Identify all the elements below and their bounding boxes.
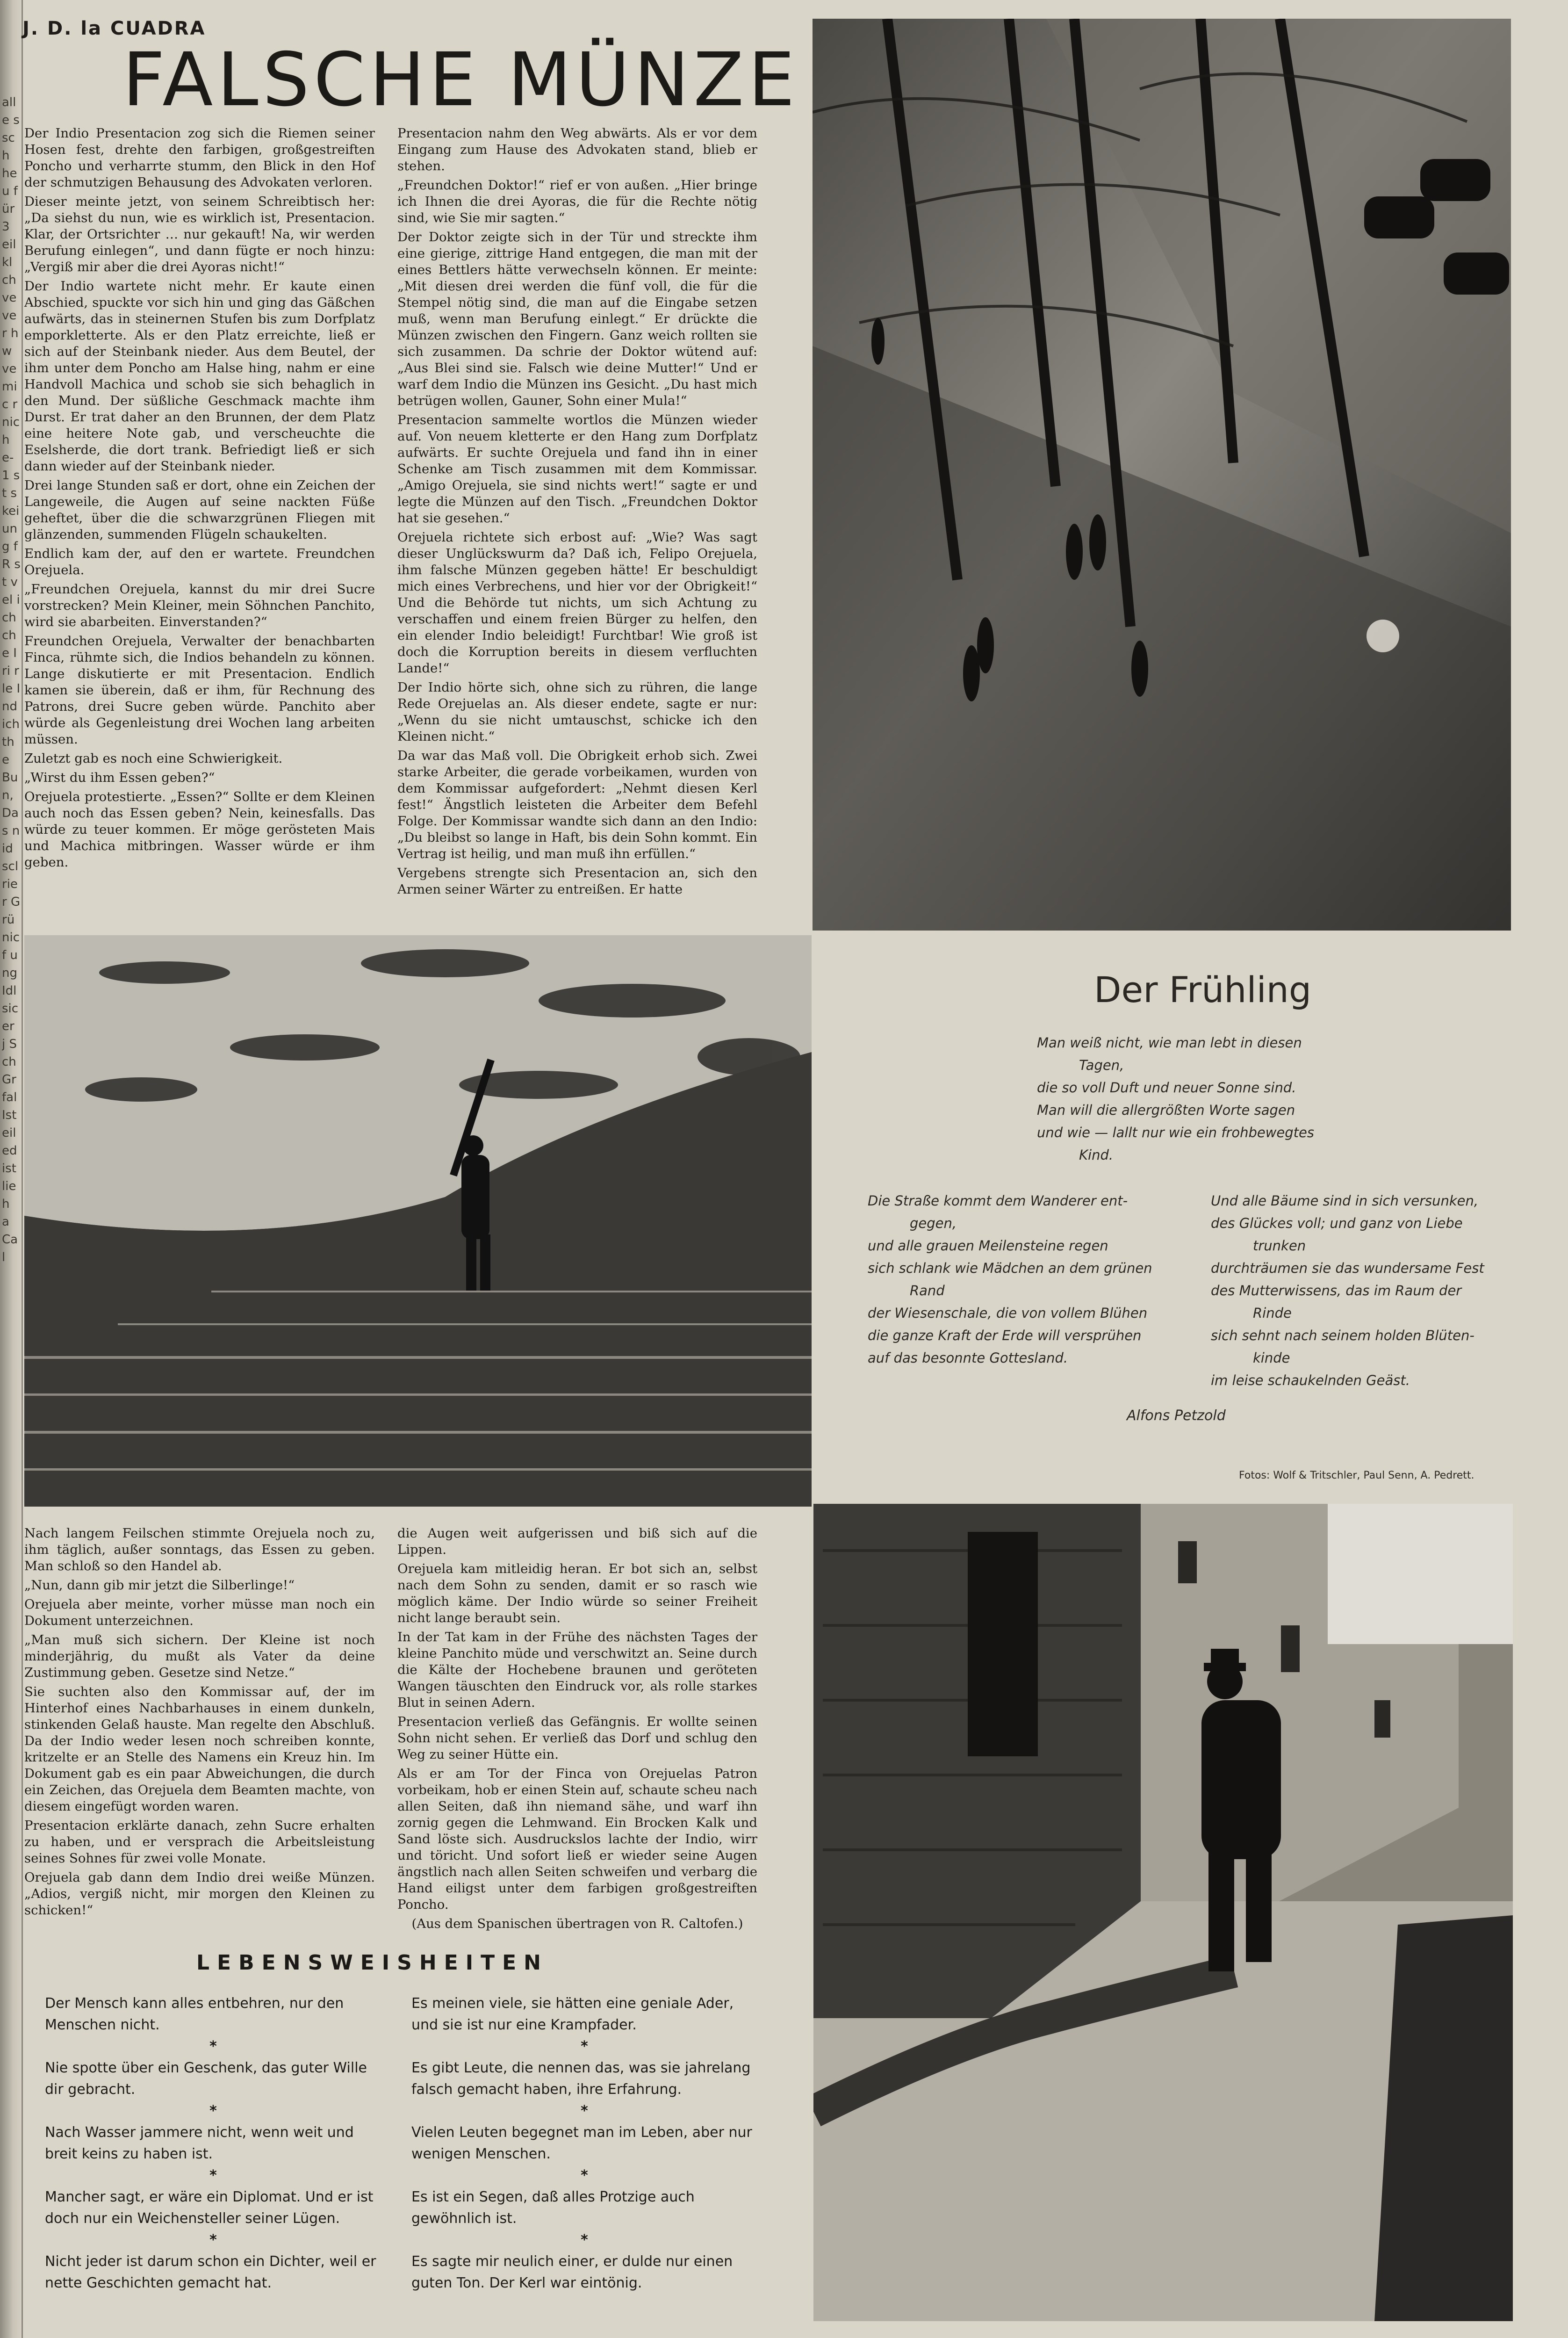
poem-line: Kind. <box>1079 1147 1114 1163</box>
poem-stanza-2-right <box>1211 1190 1519 1392</box>
story-paragraph: Presentacion verließ das Gefängnis. Er wollte seinen Sohn nicht sehen. Er verließ das Dorf und schlug den Weg zu seiner Hütte ein. <box>397 1714 757 1762</box>
poem-line: Und alle Bäume sind in sich versunken, <box>1211 1193 1479 1209</box>
saying-separator-star: * <box>209 2038 217 2055</box>
story-paragraph: Orejuela protestierte. „Essen?“ Sollte er dem Kleinen auch noch das Essen geben? Nein, keinesfalls. Das würde zu teuer kommen. Er möge gerösteten Mais und Machica mitbringen. Wasser würde er ihm geben. <box>24 789 375 870</box>
saying: Es meinen viele, sie hätten eine geniale Ader, und sie ist nur eine Krampfader. <box>411 1995 734 2033</box>
poem-line: gegen, <box>910 1215 957 1231</box>
poem-line: Die Straße kommt dem Wanderer ent- <box>868 1193 1128 1209</box>
story-paragraph: Orejuela aber meinte, vorher müsse man noch ein Dokument unterzeichnen. <box>24 1597 375 1628</box>
saying: Nicht jeder ist darum schon ein Dichter, weil er nette Geschichten gemacht hat. <box>45 2253 376 2291</box>
photo-skier-meadow <box>24 935 812 1507</box>
poem-line: Rand <box>910 1283 945 1299</box>
saying: Vielen Leuten begegnet man im Leben, aber nur wenigen Menschen. <box>411 2124 752 2162</box>
story-paragraph: Sie suchten also den Kommissar auf, der im Hinterhof eines Nachbarhauses in einem dunkeln, stinkenden Gelaß hauste. Man regelte den Abschluß. Da der Indio weder lesen noch schreiben konnte, kritzelte er an Stelle des Namens ein Kreuz hin. Im Dokument gab es ein paar Abweichungen, die durch ein Zeichen, das Orejuela dem Beamten machte, von diesem eingefügt worden waren. <box>24 1684 375 1814</box>
story-paragraph: Der Indio hörte sich, ohne sich zu rühren, die lange Rede Orejuelas an. Als dieser endete, sagte er nur: „Wenn du sie nicht umtauschst, schicke ich den Kleinen nicht.“ <box>397 680 757 744</box>
saying-separator-star: * <box>581 2103 588 2119</box>
saying: Es ist ein Segen, daß alles Protzige auch gewöhnlich ist. <box>411 2189 695 2227</box>
story-paragraph: Presentacion sammelte wortlos die Münzen wieder auf. Von neuem kletterte er den Hang zum Dorfplatz aufwärts. Er suchte Orejuela und fand ihn in einer Schenke am Tisch zusammen mit dem Kommissar. „Amigo Orejuela, sie sind nichts wert!“ sagte er und legte die Münzen auf den Tisch. „Freundchen Doktor hat sie gesehen.“ <box>397 412 757 526</box>
story-part1-column1 <box>24 125 375 920</box>
story-part1-column2 <box>397 125 757 920</box>
story-paragraph: „Freundchen Doktor!“ rief er von außen. „Hier bringe ich Ihnen die drei Ayoras, die für die Rechte nötig sind, wie Sie mir sagten.“ <box>397 178 757 225</box>
poem-stanza-2-left <box>868 1190 1195 1369</box>
poem-line: sich schlank wie Mädchen an dem grünen <box>868 1260 1152 1276</box>
saying-separator-star: * <box>209 2232 217 2248</box>
story-paragraph: „Wirst du ihm Essen geben?“ <box>24 770 215 785</box>
saying: Es gibt Leute, die nennen das, was sie jahrelang falsch gemacht haben, ihre Erfahrung. <box>411 2060 751 2098</box>
poem-stanza-1 <box>1037 1032 1364 1166</box>
story-paragraph: Als er am Tor der Finca von Orejuelas Patron vorbeikam, hob er einen Stein auf, schaute scheu nach allen Seiten, daß ihn niemand sähe, und warf ihn zornig gegen die Lehmwand. Ein Brocken Kalk und Sand löste sich. Ausdruckslos lachte der Indio, wirr und töricht. Und sofort ließ er wieder seine Augen ängstlich nach allen Seiten schweifen und verbarg die Hand eiligst unter dem farbigen großgestreiften Poncho. <box>397 1766 757 1912</box>
poem-author: Alfons Petzold <box>1127 1407 1226 1424</box>
story-part2-column1 <box>24 1525 375 1946</box>
saying: Nach Wasser jammere nicht, wenn weit und breit keins zu haben ist. <box>45 2124 354 2162</box>
poem-line: durchträumen sie das wundersame Fest <box>1211 1260 1484 1276</box>
saying: Nie spotte über ein Geschenk, das guter Wille dir gebracht. <box>45 2060 367 2098</box>
story-paragraph: „Man muß sich sichern. Der Kleine ist noch minderjährig, du mußt als Vater da deine Zustimmung geben. Gesetze sind Netze.“ <box>24 1632 375 1680</box>
poem-line: die ganze Kraft der Erde will versprühen <box>868 1328 1142 1343</box>
story-paragraph: Zuletzt gab es noch eine Schwierigkeit. <box>24 751 283 766</box>
photo-village-street-man <box>813 1504 1513 2321</box>
poem-line: Man weiß nicht, wie man lebt in diesen <box>1037 1035 1302 1051</box>
saying-separator-star: * <box>581 2167 588 2184</box>
story-paragraph: Orejuela richtete sich erbost auf: „Wie? Was sagt dieser Unglückswurm da? Daß ich, Felipo Orejuela, ihm falsche Münzen gegeben hätte! Er beschuldigt mich eines Verbrechens, und hier vor der Obrigkeit!“ Und die Behörde tut nichts, um sich Achtung zu verschaffen und einem freien Bürger zu helfen, den ein elender Indio beleidigt! Furchtbar! Wie groß ist doch die Korruption bereits in diesem verfluchten Lande!“ <box>397 530 757 676</box>
poem-line: des Mutterwissens, das im Raum der <box>1211 1283 1462 1299</box>
poem-line: die so voll Duft und neuer Sonne sind. <box>1037 1080 1296 1096</box>
poem-line: und wie — lallt nur wie ein frohbewegtes <box>1037 1125 1314 1140</box>
poem-line: im leise schaukelnden Geäst. <box>1211 1372 1410 1388</box>
story-paragraph: die Augen weit aufgerissen und biß sich auf die Lippen. <box>397 1526 757 1557</box>
saying: Es sagte mir neulich einer, er dulde nur einen guten Ton. Der Kerl war eintönig. <box>411 2253 733 2291</box>
saying: Der Mensch kann alles entbehren, nur den Menschen nicht. <box>45 1995 344 2033</box>
poem-line: auf das besonnte Gottesland. <box>868 1350 1068 1366</box>
story-title: FALSCHE MÜNZE <box>122 37 799 123</box>
saying-separator-star: * <box>209 2167 217 2184</box>
story-paragraph: Freundchen Orejuela, Verwalter der benachbarten Finca, rühmte sich, die Indios behandeln zu können. Lange diskutierte er mit Presentacion. Endlich kamen sie überein, daß er ihm, für Rechnung des Patrons, drei Sucre geben würde. Panchito aber würde als Gegenleistung drei Wochen lang arbeiten müssen. <box>24 634 375 747</box>
poem-line: Tagen, <box>1079 1057 1124 1073</box>
saying-separator-star: * <box>581 2038 588 2055</box>
poem-line: kinde <box>1253 1350 1290 1366</box>
poem-line: Man will die allergrößten Worte sagen <box>1037 1102 1295 1118</box>
saying-separator-star: * <box>209 2103 217 2119</box>
sayings-heading: LEBENSWEISHEITEN <box>196 1951 548 1975</box>
sayings-right-column <box>411 1993 757 2294</box>
story-paragraph: In der Tat kam in der Frühe des nächsten Tages der kleine Panchito müde und verschwitzt an. Seine durch die Kälte der Hochebene braunen und geröteten Wangen täuschten den Eindruck vor, als rolle starkes Blut in seinen Adern. <box>397 1630 757 1710</box>
poem-line: trunken <box>1253 1238 1306 1254</box>
story-paragraph: Orejuela kam mitleidig heran. Er bot sich an, selbst nach dem Sohn zu senden, damit er so rasch wie möglich käme. Der Indio würde so seiner Freiheit nicht lange beraubt sein. <box>397 1561 757 1625</box>
story-paragraph: Dieser meinte jetzt, von seinem Schreibtisch her: „Da siehst du nun, wie es wirklich ist, Presentacion. Klar, der Ortsrichter … nur gekauft! Na, wir werden Berufung einlegen“, und dann fügte er noch hinzu: „Vergiß mir aber die drei Ayoras nicht!“ <box>24 194 375 274</box>
poem-line: der Wiesenschale, die von vollem Blühen <box>868 1305 1148 1321</box>
poem-line: Rinde <box>1253 1305 1292 1321</box>
translation-note: (Aus dem Spanischen übertragen von R. Caltofen.) <box>411 1916 743 1931</box>
story-paragraph: Der Indio wartete nicht mehr. Er kaute einen Abschied, spuckte vor sich hin und ging das Gäßchen aufwärts, das in steinernen Stufen bis zum Dorfplatz emporkletterte. Als er den Platz erreichte, ließ er sich auf der Steinbank nieder. Aus dem Beutel, der ihm unter dem Poncho am Halse hing, nahm er eine Handvoll Machica und schob sie sich behaglich in den Mund. Der süßliche Geschmack machte ihm Durst. Er trat daher an den Brunnen, der dem Platz eine heitere Note gab, und verscheuchte die Eselsherde, die dort trank. Befriedigt ließ er sich dann wieder auf der Steinbank nieder. <box>24 279 375 474</box>
poem-line: des Glückes voll; und ganz von Liebe <box>1211 1215 1463 1231</box>
story-paragraph: Vergebens strengte sich Presentacion an, sich den Armen seiner Wärter zu entreißen. Er hatte <box>397 866 757 897</box>
photo-street-from-above <box>813 19 1511 931</box>
story-paragraph: Nach langem Feilschen stimmte Orejuela noch zu, ihm täglich, außer sonntags, das Essen zu geben. Man schloß so den Handel ab. <box>24 1526 375 1573</box>
story-paragraph: Da war das Maß voll. Die Obrigkeit erhob sich. Zwei starke Arbeiter, die gerade vorbeikamen, wurden von dem Kommissar aufgefordert: „Nehmt diesen Kerl fest!“ Ängstlich leisteten die Arbeiter dem Befehl Folge. Der Kommissar wandte sich dann an den Indio: „Du bleibst so lange in Haft, bis dein Sohn kommt. Ein Vertrag ist heilig, und man muß ihn erfüllen.“ <box>397 748 757 861</box>
photo-credits: Fotos: Wolf & Tritschler, Paul Senn, A. Pedrett. <box>1239 1470 1474 1481</box>
author-running-head: J. D. la CUADRA <box>22 18 206 39</box>
poem-line: sich sehnt nach seinem holden Blüten- <box>1211 1328 1474 1343</box>
story-paragraph: „Nun, dann gib mir jetzt die Silberlinge!“ <box>24 1578 295 1593</box>
story-paragraph: Drei lange Stunden saß er dort, ohne ein Zeichen der Langeweile, die Augen auf seine nackten Füße geheftet, über die die schwarzgrünen Fliegen mit glänzenden, summenden Flügeln schaukelten. <box>24 478 375 542</box>
sayings-left-column <box>45 1993 381 2294</box>
story-paragraph: Presentacion erklärte danach, zehn Sucre erhalten zu haben, und er versprach die Arbeitsleistung seines Sohnes für zwei volle Monate. <box>24 1818 375 1866</box>
adjacent-page-fragments: alle s sch heu für 3 eil kl ch ve ver hw ve mic rnich e-1 st s kei ung f R st vel ich che Iri r le Ind ich the Bu n, Das nid scl rier Grü nic f ung Idl sic er j Sch Gr fal Ist eil ed ist lie h a Cal <box>2 95 21 1264</box>
saying-separator-star: * <box>581 2232 588 2248</box>
story-paragraph: Der Doktor zeigte sich in der Tür und streckte ihm eine gierige, zittrige Hand entgegen, die man mit der eines Bettlers hätte verwechseln können. Er meinte: „Mit diesen drei werden die fünf voll, die für die Stempel nötig sind, die man auf die Eingabe setzen muß, wenn man Berufung einlegt.“ Er drückte die Münzen zwischen den Fingern. Ganz weich rollten sie sich zusammen. Da schrie der Doktor wütend auf: „Aus Blei sind sie. Falsch wie deine Mutter!“ Und er warf dem Indio die Münzen ins Gesicht. „Du hast mich betrügen wollen, Gauner, Sohn einer Mula!“ <box>397 230 757 408</box>
saying: Mancher sagt, er wäre ein Diplomat. Und er ist doch nur ein Weichensteller seiner Lügen. <box>45 2189 374 2227</box>
story-paragraph: Endlich kam der, auf den er wartete. Freundchen Orejuela. <box>24 546 375 577</box>
story-paragraph: Presentacion nahm den Weg abwärts. Als er vor dem Eingang zum Hause des Advokaten stand, blieb er stehen. <box>397 126 757 173</box>
poem-line: und alle grauen Meilensteine regen <box>868 1238 1108 1254</box>
poem-title: Der Frühling <box>1094 969 1312 1010</box>
story-paragraph: „Freundchen Orejuela, kannst du mir drei Sucre vorstrecken? Mein Kleiner, mein Söhnchen Panchito, wird sie abarbeiten. Einverstanden?“ <box>24 582 375 629</box>
story-paragraph: Orejuela gab dann dem Indio drei weiße Münzen. „Adios, vergiß nicht, mir morgen den Kleinen zu schicken!“ <box>24 1870 375 1918</box>
story-paragraph: Der Indio Presentacion zog sich die Riemen seiner Hosen fest, drehte den farbigen, großgestreiften Poncho und verharrte stumm, den Blick in den Hof der schmutzigen Behausung des Advokaten verloren. <box>24 126 375 190</box>
story-part2-column2 <box>397 1525 757 1946</box>
